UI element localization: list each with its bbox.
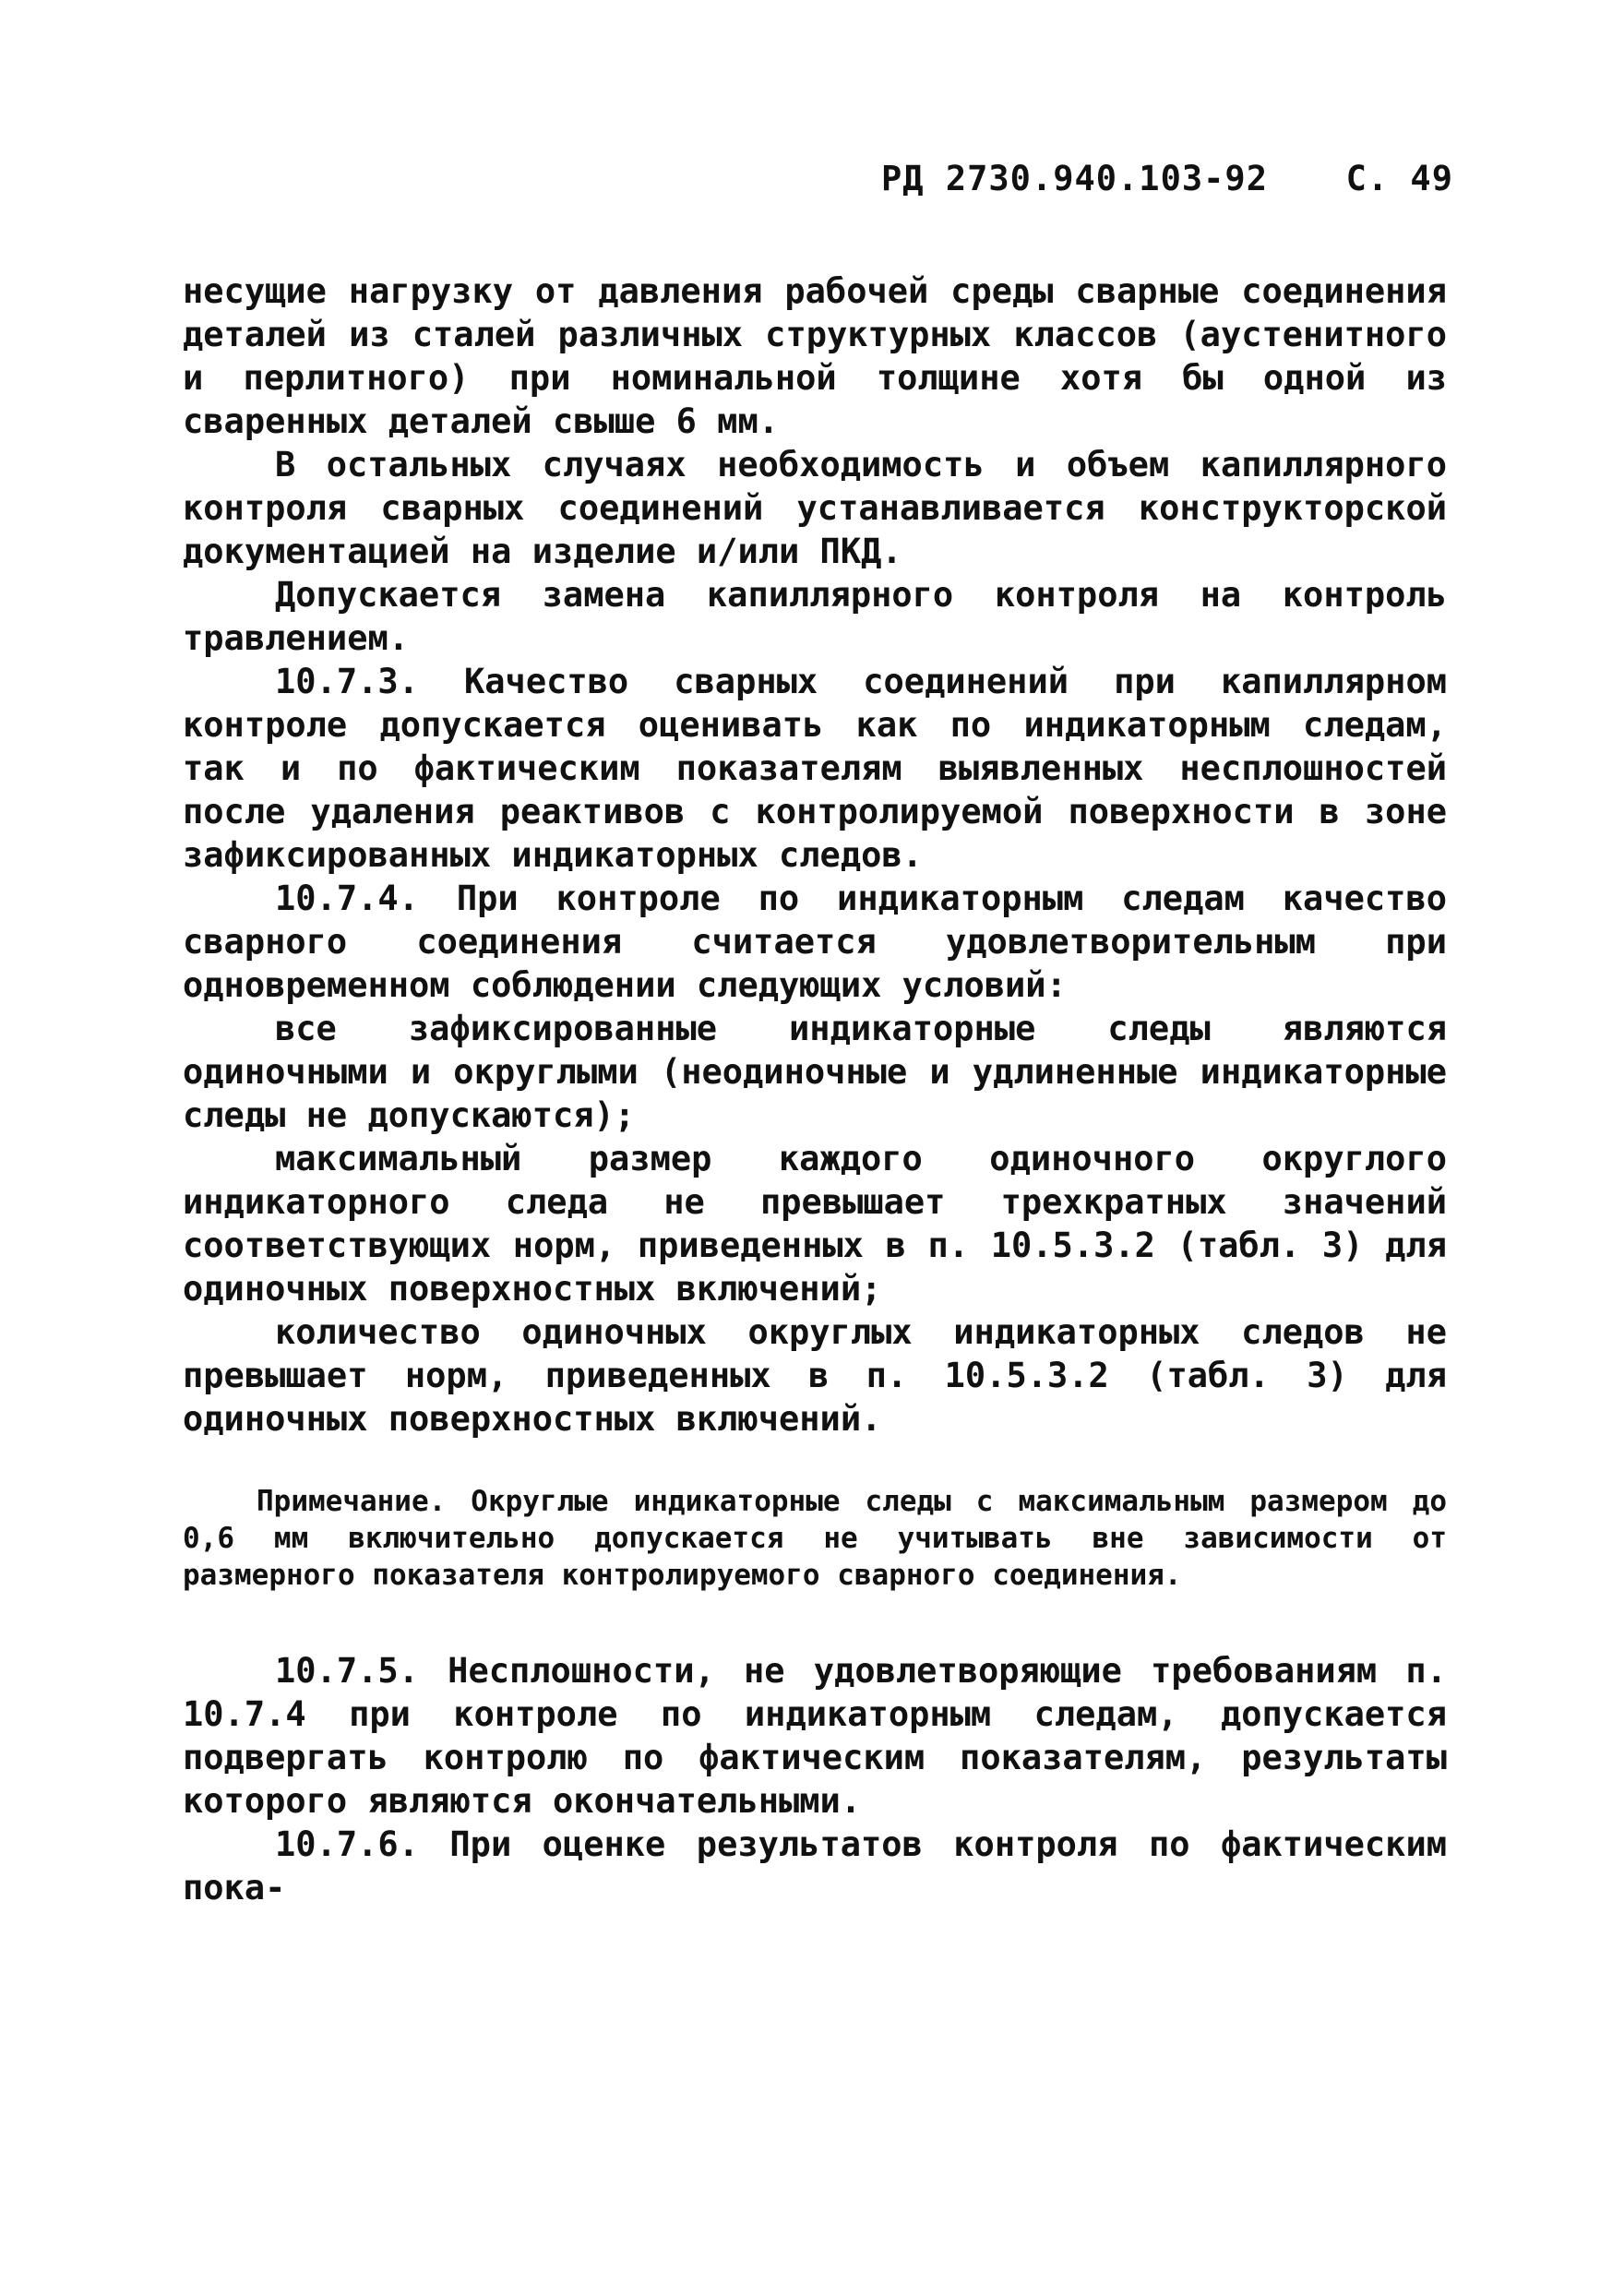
note-label: Примечание. <box>257 1485 447 1518</box>
paragraph-etching-replacement: Допускается замена капиллярного контроля на контроль травлением. <box>183 575 1447 658</box>
paragraph-10-7-3: 10.7.3. Качество сварных соединений при капиллярном контроле допускается оценивать как по индикаторным следам, так и по фактическим показателям выявленных несплошностей после удаления реактивов с контролируемой поверхности в зоне зафиксированных индикаторных следов. <box>183 662 1447 875</box>
condition-list-item: количество одиночных округлых индикаторных следов не превышает норм, приведенных в п. 10.5.3.2 (табл. 3) для одиночных поверхностных включений. <box>183 1312 1447 1439</box>
note-text: Округлые индикаторные следы с максимальным размером до 0,6 мм включительно допускается не учитывать вне зависимости от размерного показателя контролируемого сварного соединения. <box>183 1485 1447 1592</box>
paragraph-10-7-5: 10.7.5. Несплошности, не удовлетворяющие требованиям п. 10.7.4 при контроле по индикаторным следам, допускается подвергать контролю по фактическим показателям, результаты которого являются окончательными. <box>183 1651 1447 1821</box>
paragraph-continuation: несущие нагрузку от давления рабочей среды сварные соединения деталей из сталей различных структурных классов (аустенитного и перлитного) при номинальной толщине хотя бы одной из сваренных деталей свыше 6 мм. <box>183 271 1447 441</box>
page-number: С. 49 <box>1345 159 1453 198</box>
note-block <box>183 1483 1447 1594</box>
paragraph-other-cases: В остальных случаях необходимость и объем капиллярного контроля сварных соединений устанавливается конструкторской документацией на изделие и/или ПКД. <box>183 445 1447 571</box>
condition-list-item: все зафиксированные индикаторные следы являются одиночными и округлыми (неодиночные и удлиненные индикаторные следы не допускаются); <box>183 1009 1447 1135</box>
document-code: РД 2730.940.103-92 <box>881 159 1268 198</box>
condition-list-item: максимальный размер каждого одиночного округлого индикаторного следа не превышает трехкратных значений соответствующих норм, приведенных в п. 10.5.3.2 (табл. 3) для одиночных поверхностных включений; <box>183 1139 1447 1309</box>
paragraph-10-7-6: 10.7.6. При оценке результатов контроля по фактическим пока- <box>183 1824 1447 1907</box>
paragraph-10-7-4: 10.7.4. При контроле по индикаторным следам качество сварного соединения считается удовлетворительным при одновременном соблюдении следующих условий: <box>183 879 1447 1005</box>
document-body <box>183 269 1447 1909</box>
page-header <box>881 159 1453 214</box>
